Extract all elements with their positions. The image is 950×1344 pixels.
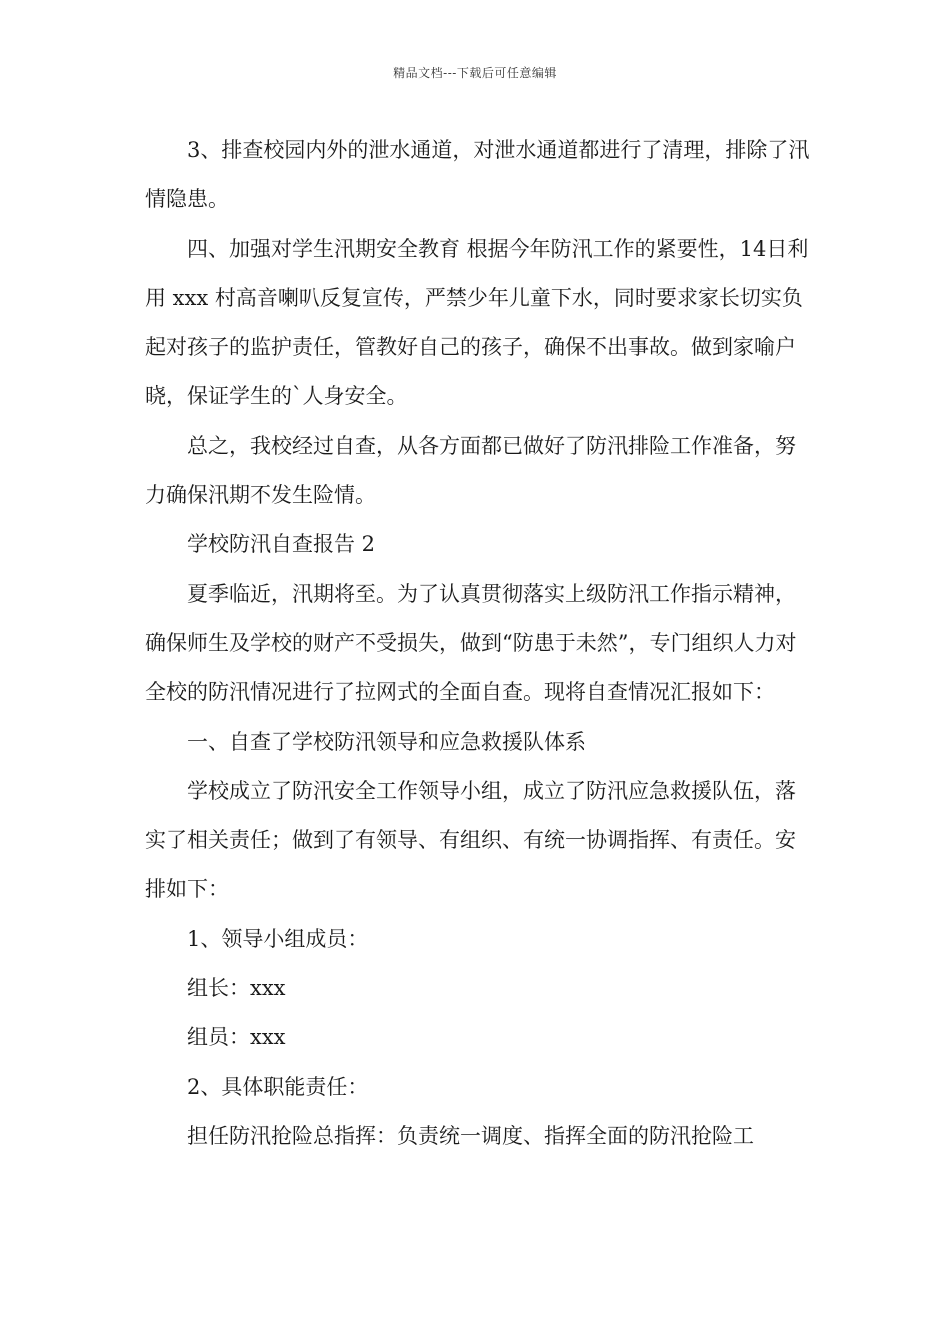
paragraph-safety-education: 四、加强对学生汛期安全教育 根据今年防汛工作的紧要性，14日利用 xxx 村高音喇叭反复宣传，严禁少年儿童下水，同时要求家长切实负起对孩子的监护责任，管教好自己的孩子，确保不出事故。做到家喻户晓，保证学生的`人身安全。 — [145, 236, 809, 409]
page-header: 精品文档---下载后可任意编辑 — [393, 66, 557, 80]
paragraph-commander: 担任防汛抢险总指挥：负责统一调度、指挥全面的防汛抢险工 — [187, 1123, 754, 1148]
section-heading-leadership: 一、自查了学校防汛领导和应急救援队体系 — [187, 729, 586, 754]
list-item-leader: 组长：xxx — [187, 976, 286, 1001]
document-body — [145, 126, 815, 1161]
paragraph-leadership-group: 学校成立了防汛安全工作领导小组，成立了防汛应急救援队伍，落实了相关责任；做到了有领导、有组织、有统一协调指挥、有责任。安排如下： — [145, 778, 796, 902]
list-item-member: 组员：xxx — [187, 1025, 286, 1050]
list-item-members: 1、领导小组成员： — [187, 926, 369, 951]
paragraph-drainage-check: 3、排查校园内外的泄水通道，对泄水通道都进行了清理，排除了汛情隐患。 — [145, 138, 810, 212]
list-item-duties: 2、具体职能责任： — [187, 1074, 369, 1099]
paragraph-summary: 总之，我校经过自查，从各方面都已做好了防汛排险工作准备，努力确保汛期不发生险情。 — [145, 433, 796, 508]
report-title: 学校防汛自查报告 2 — [187, 532, 376, 557]
paragraph-intro: 夏季临近，汛期将至。为了认真贯彻落实上级防汛工作指示精神，确保师生及学校的财产不受损失，做到“防患于未然”，专门组织人力对全校的防汛情况进行了拉网式的全面自查。现将自查情况汇报如下： — [145, 581, 797, 705]
